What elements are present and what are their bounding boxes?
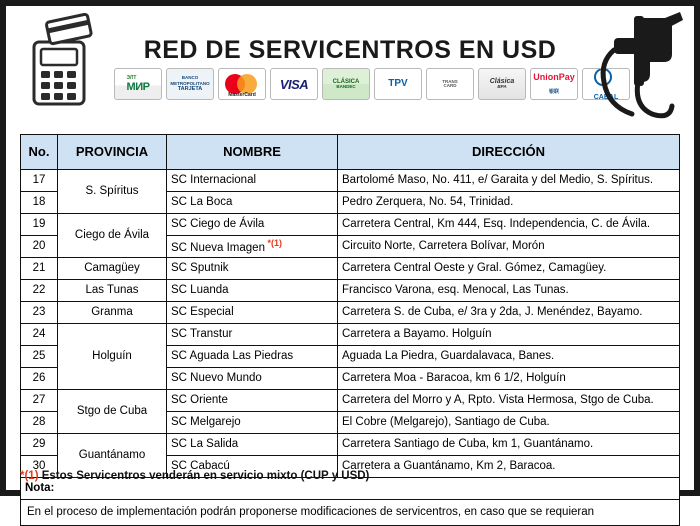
document-header — [6, 6, 694, 128]
visa-logo: VISA — [270, 68, 318, 100]
cell-provincia: Camagüey — [58, 258, 167, 280]
cell-direccion: Carretera del Morro y A, Rpto. Vista Hermosa, Stgo de Cuba. — [338, 390, 680, 412]
column-header-no: No. — [21, 135, 58, 170]
classic-card-logo: CLÁSICA BANDEC — [322, 68, 370, 100]
cell-provincia: Ciego de Ávila — [58, 214, 167, 258]
cell-direccion: Pedro Zerquera, No. 54, Trinidad. — [338, 192, 680, 214]
footnote-text: Estos Servicentros venderán en servicio mixto (CUP y USD) — [41, 470, 370, 482]
cell-no: 24 — [21, 324, 58, 346]
cell-provincia: Guantánamo — [58, 434, 167, 478]
cell-nombre: SC La Salida — [167, 434, 338, 456]
cell-nombre: SC Ciego de Ávila — [167, 214, 338, 236]
table-row — [21, 434, 680, 456]
cell-provincia: S. Spíritus — [58, 170, 167, 214]
nota-text: En el proceso de implementación podrán proponerse modificaciones de servicentros, en caso que se requieran — [21, 500, 680, 526]
cell-no: 26 — [21, 368, 58, 390]
cell-provincia: Granma — [58, 302, 167, 324]
tpv-logo: TPV — [374, 68, 422, 100]
table-row — [21, 258, 680, 280]
cell-nombre: SC Cabacú — [167, 456, 338, 478]
cell-nombre: SC Aguada Las Piedras — [167, 346, 338, 368]
cabal-logo: CABAL — [582, 68, 630, 100]
cell-nombre: SC Especial — [167, 302, 338, 324]
footnote-marker: *(1) — [20, 470, 39, 482]
cell-no: 28 — [21, 412, 58, 434]
clasica-card-logo: Clásica BPA — [478, 68, 526, 100]
table-row — [21, 280, 680, 302]
cell-no: 17 — [21, 170, 58, 192]
cell-direccion: Francisco Varona, esq. Menocal, Las Tunas. — [338, 280, 680, 302]
cell-nombre: SC Oriente — [167, 390, 338, 412]
mir-card-logo: ЭЛТ МИР — [114, 68, 162, 100]
cell-no: 27 — [21, 390, 58, 412]
column-header-provincia: PROVINCIA — [58, 135, 167, 170]
cell-direccion: Bartolomé Maso, No. 411, e/ Garaita y del Medio, S. Spíritus. — [338, 170, 680, 192]
cell-no: 21 — [21, 258, 58, 280]
nota-text-row — [21, 500, 680, 526]
cell-no: 25 — [21, 346, 58, 368]
cell-no: 20 — [21, 236, 58, 258]
cell-direccion: Circuito Norte, Carretera Bolívar, Morón — [338, 236, 680, 258]
cell-provincia: Las Tunas — [58, 280, 167, 302]
mixed-service-asterisk: *(1) — [264, 238, 282, 248]
cell-no: 19 — [21, 214, 58, 236]
cell-no: 23 — [21, 302, 58, 324]
cell-direccion: Carretera S. de Cuba, e/ 3ra y 2da, J. Menéndez, Bayamo. — [338, 302, 680, 324]
column-header-nombre: NOMBRE — [167, 135, 338, 170]
footnote — [20, 470, 680, 482]
table-header-row — [21, 135, 680, 170]
cell-nombre: SC Melgarejo — [167, 412, 338, 434]
cell-no: 30 — [21, 456, 58, 478]
cell-no: 22 — [21, 280, 58, 302]
cell-nombre: SC Nueva Imagen $^{*(1)}$ — [167, 236, 338, 258]
cell-nombre: SC Sputnik — [167, 258, 338, 280]
mastercard-logo: MasterCard — [218, 68, 266, 100]
card-logos-strip — [114, 68, 630, 100]
cell-direccion: Carretera a Guantánamo, Km 2, Baracoa. — [338, 456, 680, 478]
cell-nombre: SC Nuevo Mundo — [167, 368, 338, 390]
transcard-logo: TRANS CARD — [426, 68, 474, 100]
cell-direccion: Carretera Moa - Baracoa, km 6 1/2, Holguín — [338, 368, 680, 390]
nota-label: Nota: — [21, 478, 680, 500]
cell-direccion: Carretera Central Oeste y Gral. Gómez, Camagüey. — [338, 258, 680, 280]
table-row — [21, 302, 680, 324]
cell-direccion: Aguada La Piedra, Guardalavaca, Banes. — [338, 346, 680, 368]
cell-provincia: Stgo de Cuba — [58, 390, 167, 434]
servicentros-table — [20, 134, 680, 526]
unionpay-logo: UnionPay 银联 — [530, 68, 578, 100]
cell-nombre: SC Luanda — [167, 280, 338, 302]
cell-direccion: El Cobre (Melgarejo), Santiago de Cuba. — [338, 412, 680, 434]
cell-direccion: Carretera a Bayamo. Holguín — [338, 324, 680, 346]
cell-nombre: SC La Boca — [167, 192, 338, 214]
cell-direccion: Carretera Central, Km 444, Esq. Independencia, C. de Ávila. — [338, 214, 680, 236]
cell-nombre: SC Internacional — [167, 170, 338, 192]
column-header-direccion: DIRECCIÓN — [338, 135, 680, 170]
cell-direccion: Carretera Santiago de Cuba, km 1, Guantánamo. — [338, 434, 680, 456]
cell-no: 18 — [21, 192, 58, 214]
servicentros-table-wrapper — [20, 134, 680, 526]
table-row — [21, 214, 680, 236]
cell-nombre: SC Transtur — [167, 324, 338, 346]
fuel-nozzle-icon — [594, 10, 684, 122]
table-header — [21, 135, 680, 170]
cell-provincia: Holguín — [58, 324, 167, 390]
page-title: RED DE SERVICENTROS EN USD — [143, 36, 557, 64]
table-row — [21, 390, 680, 412]
table-row — [21, 324, 680, 346]
table-row — [21, 170, 680, 192]
bank-card-logo: BANCO METROPOLITANO TARJETA — [166, 68, 214, 100]
cell-no: 29 — [21, 434, 58, 456]
